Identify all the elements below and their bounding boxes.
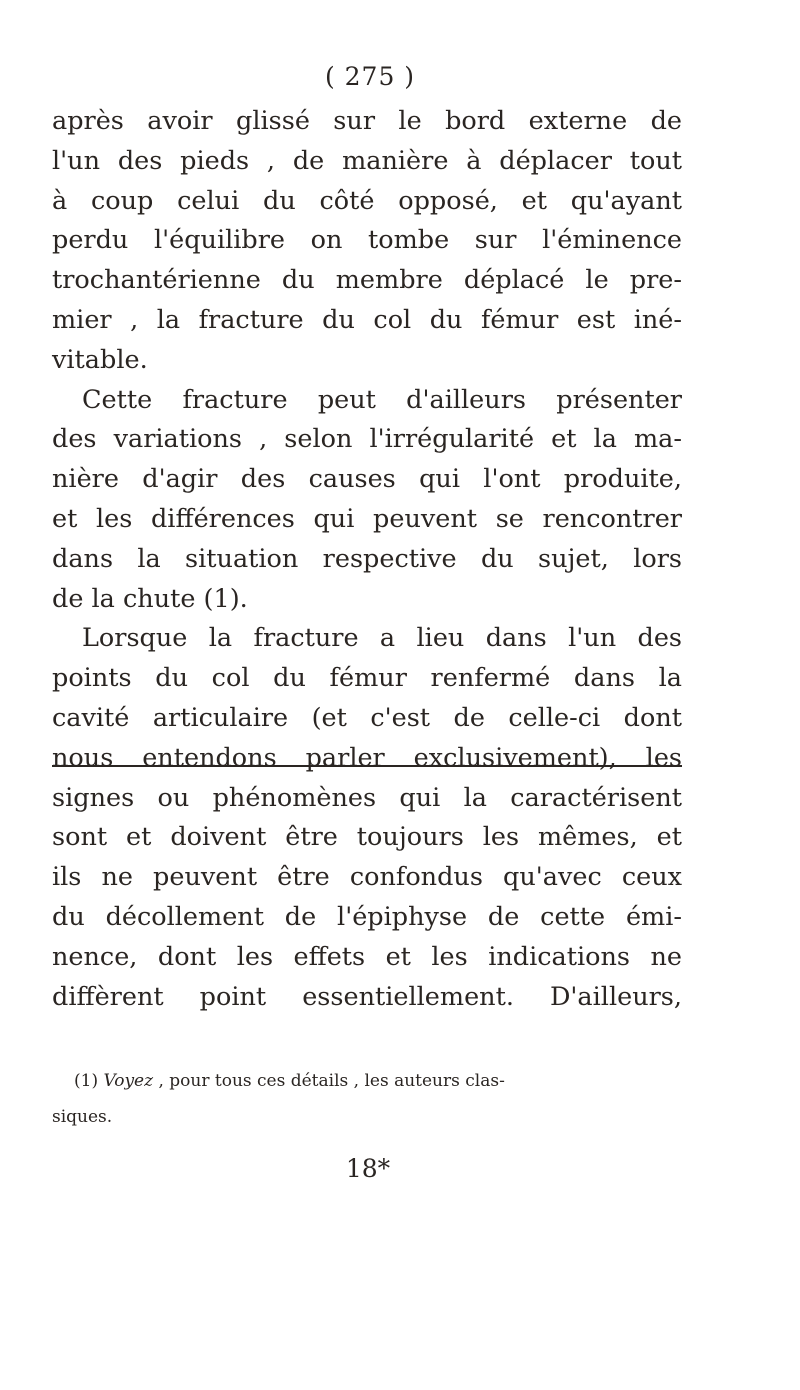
- text-line: et les différences qui peuvent se rencontrer: [52, 503, 682, 534]
- page-number: ( 275 ): [324, 62, 416, 91]
- body-text: [52, 102, 682, 1017]
- text-line: trochantérienne du membre déplacé le pre-: [52, 265, 682, 296]
- footnote-divider: [52, 765, 682, 767]
- text-line: nence, dont les effets et les indications ne: [52, 941, 682, 972]
- text-line: de la chute (1).: [52, 583, 248, 614]
- text-line: après avoir glissé sur le bord externe de: [52, 106, 682, 136]
- footnote-text: , pour tous ces détails , les auteurs clas-: [158, 1071, 505, 1091]
- text-line: ils ne peuvent être confondus qu'avec ceux: [52, 862, 682, 893]
- footnote-marker: (1): [74, 1071, 99, 1091]
- text-line: l'un des pieds , de manière à déplacer tout: [52, 145, 682, 176]
- footnote-line: [52, 1063, 682, 1099]
- text-line: perdu l'équilibre on tombe sur l'éminence: [52, 225, 682, 256]
- text-line: nous entendons parler exclusivement), les: [52, 742, 682, 773]
- text-line: vitable.: [52, 344, 148, 375]
- text-line: dans la situation respective du sujet, lors: [52, 543, 682, 574]
- text-line: cavité articulaire (et c'est de celle-ci dont: [52, 702, 682, 733]
- signature-text: 18*: [345, 1154, 391, 1183]
- text-line: Lorsque la fracture a lieu dans l'un des: [82, 623, 682, 654]
- text-line: du décollement de l'épiphyse de cette émi-: [52, 901, 682, 932]
- text-line: à coup celui du côté opposé, et qu'ayant: [52, 185, 682, 216]
- text-line: des variations , selon l'irrégularité et la ma-: [52, 424, 682, 455]
- text-line: diffèrent point essentiellement. D'ailleurs,: [52, 981, 682, 1012]
- text-line: sont et doivent être toujours les mêmes, et: [52, 822, 682, 853]
- text-line: mier , la fracture du col du fémur est iné-: [52, 304, 682, 335]
- signature-mark: [0, 1154, 800, 1183]
- text-line: signes ou phénomènes qui la caractérisent: [52, 782, 682, 813]
- footnote-italic: Voyez: [103, 1071, 154, 1091]
- text-line: nière d'agir des causes qui l'ont produite,: [52, 464, 682, 495]
- text-line: Cette fracture peut d'ailleurs présenter: [82, 384, 682, 415]
- footnote-continuation: siques.: [52, 1107, 113, 1127]
- text-line: points du col du fémur renfermé dans la: [52, 663, 682, 694]
- footnote: [52, 1063, 682, 1135]
